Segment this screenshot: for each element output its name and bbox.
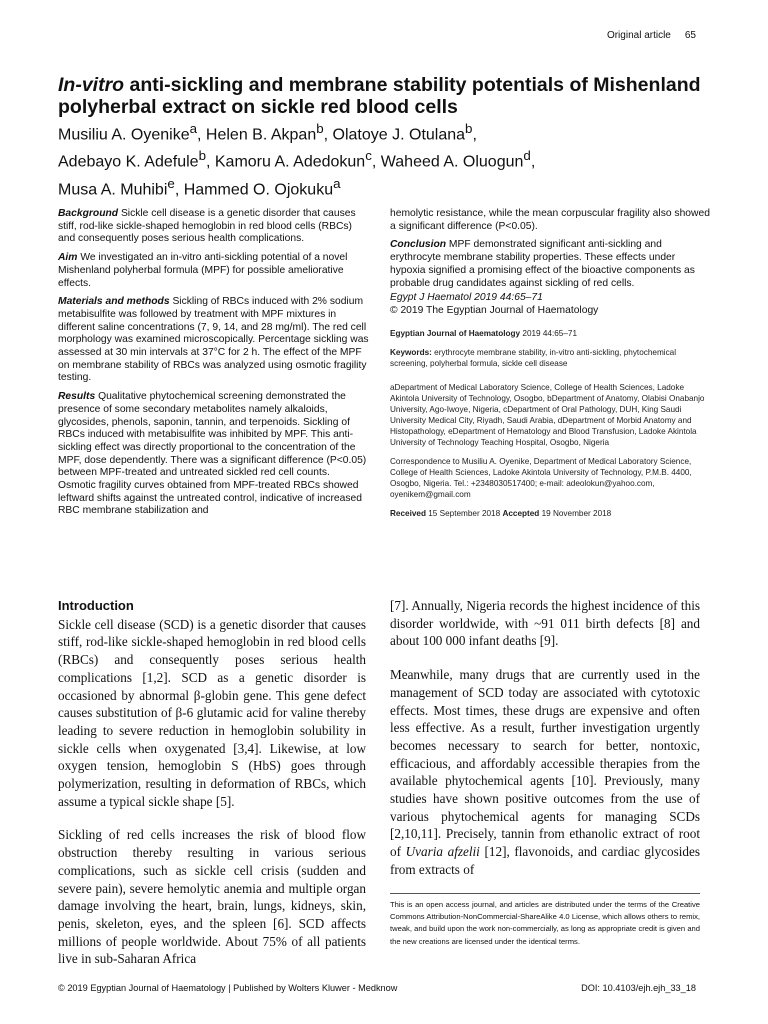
- text: MPF demonstrated significant anti-sickling and erythrocyte membrane stability properties. These effects under hypoxia signified a promising effect of the bioactive components as probable drug candidates against sickling of red cells.: [390, 239, 695, 289]
- abstract-background: [58, 208, 370, 246]
- label: Conclusion: [390, 239, 447, 251]
- author-affiliation: b: [198, 148, 206, 164]
- intro-heading: Introduction: [58, 598, 134, 613]
- author: Adebayo K. Adefule: [58, 153, 199, 171]
- text: [12], flavonoids, and cardiac glycosides from extracts of: [390, 844, 700, 877]
- author: Kamoru A. Adedokun: [214, 153, 366, 171]
- intro-paragraph-4: [390, 666, 700, 878]
- abstract-methods: [58, 296, 370, 385]
- abstract-left-column: [58, 208, 370, 524]
- label: Accepted: [502, 508, 540, 518]
- abstract-aim: [58, 252, 370, 290]
- text: erythrocyte membrane stability, in-vitro anti-sickling, phytochemical screening, polyherbal formula, sickle cell disease: [390, 347, 677, 368]
- author-affiliation: d: [523, 148, 531, 164]
- article-title: [58, 74, 708, 118]
- abstract-citation: Egypt J Haematol 2019 44:65–71: [390, 292, 543, 304]
- abstract-right-column: [390, 208, 710, 527]
- text: We investigated an in-vitro anti-sickling potential of a novel Mishenland polyherbal formula (MPF) for possible ameliorative effects.: [58, 252, 348, 289]
- author-affiliation: a: [189, 121, 198, 136]
- text: 2019 44:65–71: [520, 328, 578, 338]
- footer-copyright: © 2019 Egyptian Journal of Haematology | Published by Wolters Kluwer - Medknow: [58, 983, 398, 993]
- text: Sickling of RBCs induced with 2% sodium metabisulfite was followed by treatment with MPF mixtures in different saline concentrations (7, 9, 14, and 28 mg/ml). The red cell morphology was examined microscopically. Percentage sickling was assessed at 30 min intervals at 37°C for 2 h. The effect of the MPF on membrane stability of RBCs was analyzed using osmotic fragility testing.: [58, 296, 369, 384]
- author: Olatoye J. Otulana: [332, 126, 466, 144]
- affiliations: aDepartment of Medical Laboratory Science, College of Health Sciences, Ladoke Akintola University of Technology, Osogbo, bDepartment of Anatomy, Olabisi Onabanjo University, Ago-Iwoye, Nigeria, cDepartment of Oral Pathology, DUH, King Saudi University Medical City, Riyadh, Saudi Arabia, dDepartment of Morbid Anatomy and Histopathology, eDepartment of Hematology and Blood Transfusion, Ladoke Akintola University of Technology Teaching Hospital, Osogbo, Nigeria: [390, 382, 705, 447]
- text: 15 September 2018: [425, 508, 503, 518]
- label: Received: [390, 508, 426, 518]
- body-right-column: [390, 597, 700, 895]
- author: Musa A. Muhibi: [58, 180, 168, 198]
- running-header: [607, 30, 696, 41]
- abstract-results: [58, 391, 370, 518]
- article-meta: [390, 328, 710, 519]
- title-italic: In-vitro: [58, 74, 125, 96]
- text: 19 November 2018: [539, 508, 612, 518]
- author-affiliation: e: [167, 175, 175, 191]
- dates: [390, 508, 710, 519]
- text: Qualitative phytochemical screening demonstrated the presence of some secondary metabolites namely alkaloids, glycosides, phenols, saponin, tannin, and terpenoids. Sickling of RBCs induced with metabisulfite was inhibited by MPF. This anti-sickling effect was directly proportional to the concentration of the MPF, dose dependently. There was a significant difference (P<0.05) between MPF-treated and untreated sickled red cell counts. Osmotic fragility curves obtained from MPF-treated RBCs showed leftward shifts against the untreated control, indicative of increased RBC membrane stabilization and: [58, 391, 367, 517]
- species-name: Uvaria afzelii: [405, 844, 480, 860]
- intro-paragraph-2: Sickling of red cells increases the risk of blood flow obstruction thereby resulting in various serious complications, such as sickle cell crisis (sudden and severe pain), severe hemolytic anemia and multiple organ damage involving the heart, brain, lungs, kidneys, skin, penis, skeleton, eyes, and the spleen [6]. SCD affects millions of people worldwide. About 75% of all patients live in sub-Saharan Africa: [58, 827, 366, 967]
- author: Hammed O. Ojokuku: [183, 180, 334, 198]
- label: Results: [58, 391, 96, 403]
- author-affiliation: b: [316, 121, 324, 136]
- footer-doi: DOI: 10.4103/ejh.ejh_33_18: [581, 983, 696, 993]
- intro-paragraph-1: Sickle cell disease (SCD) is a genetic disorder that causes stiff, rod-like sickle-shaped hemoglobin in red blood cells (RBCs) and consequently poses serious health complications [1,2]. SCD as a genetic disorder is occasioned by abnormal β-globin gene. This gene defect causes substitution of β-6 glutamic acid for valine thereby leading to severe reduction in hemoglobin solubility in sickle cells when oxygenated [3,4]. Likewise, at low oxygen tension, hemoglobin S (HbS) goes through polymerization, resulting in deformation of RBCs, which assume a typical sickle shape [5].: [58, 616, 366, 809]
- correspondence: Correspondence to Musiliu A. Oyenike, Department of Medical Laboratory Science, College of Health Sciences, Ladoke Akintola University of Technology, P.M.B. 4400, Osogbo, Nigeria. Tel.: +2348030517400; e-mail: adeolokun@yahoo.com, oyenikem@gmail.com: [390, 456, 692, 499]
- text: Sickle cell disease is a genetic disorder that causes stiff, rod-like sickle-shaped hemoglobin in red blood cells (RBCs) and consequently poses serious health complications.: [58, 208, 356, 245]
- page-number: 65: [684, 30, 696, 41]
- label: Egyptian Journal of Haematology: [390, 328, 521, 338]
- label: Materials and methods: [58, 296, 170, 308]
- section-label: Original article: [606, 30, 671, 41]
- abstract-copyright: © 2019 The Egyptian Journal of Haematology: [390, 304, 599, 316]
- label: Background: [58, 208, 119, 219]
- abstract-results-cont: hemolytic resistance, while the mean corpuscular fragility also showed a significant difference (P<0.05).: [390, 208, 710, 232]
- label: Keywords:: [390, 347, 432, 357]
- author: Waheed A. Oluogun: [380, 153, 524, 171]
- open-access-notice: This is an open access journal, and articles are distributed under the terms of the Creative Commons Attribution-NonCommercial-ShareAlike 4.0 License, which allows others to remix, tweak, and build upon the work non-commercially, as long as appropriate credit is given and the new creations are licensed under the identical terms.: [390, 893, 700, 948]
- title-rest: anti-sickling and membrane stability potentials of Mishenland polyherbal extract on sickle red blood cells: [58, 74, 701, 118]
- author-affiliation: a: [333, 175, 341, 191]
- intro-paragraph-3: [7]. Annually, Nigeria records the highest incidence of this disorder worldwide, with ~91 011 birth defects [8] and about 100 000 infant deaths [9].: [390, 598, 700, 649]
- author-list: Musiliu A. Oyenike$^a$, Helen B. Akpan$^b$, Olatoye J. Otulana$^b$, Adebayo K. Adefule$^b$, Kamoru A. Adedokun$^c$, Waheed A. Oluogun$^d$, Musa A. Muhibi$^e$, Hammed O. Ojokuku$^a$: [58, 121, 536, 198]
- author: Helen B. Akpan: [205, 126, 317, 144]
- journal-info: [390, 328, 710, 339]
- body-left-column: [58, 597, 366, 984]
- keywords: [390, 347, 710, 369]
- abstract-conclusion: [390, 239, 710, 290]
- author-affiliation: b: [465, 121, 473, 136]
- author: Musiliu A. Oyenike: [58, 126, 190, 144]
- label: Aim: [58, 252, 78, 264]
- text: Meanwhile, many drugs that are currently used in the management of SCD today are associated with cytotoxic effects. Most times, these drugs are expensive and often less effective. As a result, further investigation urgently becomes necessary to search for better, nontoxic, efficacious, and affordably accessible therapies from the available phytochemical agents [10]. Previously, many studies have shown positive outcomes from the use of various phytochemical agents for managing SCDs [2,10,11]. Precisely, tannin from ethanolic extract of root of: [390, 667, 700, 860]
- author-affiliation: c: [365, 148, 372, 164]
